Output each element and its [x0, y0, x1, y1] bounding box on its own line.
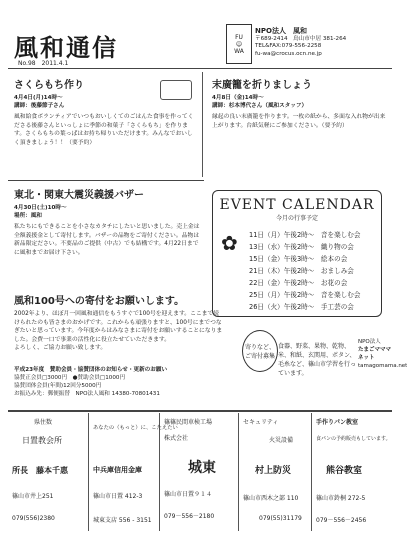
ad-line: 篠篠民間車検工場	[164, 419, 213, 426]
ad-line: 城東	[188, 460, 216, 476]
donation-text: 食器、野菜、果物、乾物、米、和紙、玄関用、ボタン、毛糸など、篠山市学習を行っています。	[278, 343, 357, 377]
ad-box	[160, 413, 239, 531]
issue-number: No.98 2011.4.1	[18, 60, 69, 67]
calendar-event: 13日（水）午後2時～ 織り物の会	[249, 243, 354, 251]
flower-icon: ✿	[221, 231, 238, 255]
ad-line: 手作りパン教室	[316, 419, 359, 426]
ad-line: 篠山市日置 412-3	[93, 493, 143, 500]
org-tel: TEL&FAX:079-556-2258	[255, 43, 322, 49]
header-divider	[8, 68, 392, 69]
npo-box	[358, 338, 407, 370]
org-logo	[226, 24, 252, 64]
membership-heading: 平成23年度 賛助会員・協賛団体のお知らせ・更新のお願い	[14, 367, 168, 373]
event-lecturer: 講師：杉本博代さん（風和スタッフ）	[212, 103, 308, 109]
ad-line: 079(556)2380	[12, 515, 55, 522]
ad-box	[239, 413, 312, 531]
calendar-event: 11日（月）午後2時～ 音を楽しむ会	[249, 231, 361, 239]
ad-line: 079－556－2456	[316, 517, 367, 524]
calendar-event: 15日（金）午後3時～ 絵本の会	[249, 255, 348, 263]
calendar-event: 26日（火）午後2時～ 手工芸の会	[249, 303, 354, 311]
section-bazaar	[14, 186, 200, 257]
calendar-event: 22日（金）午後2時～ お花の会	[249, 279, 348, 287]
event-datetime: 4月8日（金)14時～	[212, 95, 264, 101]
donation-bubble: 寄りなど、ご寄付募集	[242, 330, 278, 372]
section-text: 2002年より、ほぼ月一回風和通信をもうすぐで100号を迎えます。ここまで続けられたのも皆さまのおかげです。これからも頑張りますと、100号にまでつなぎたいと思っています。今年度からはみなさまに寄付をお願いすることになりました。会費一口で事業の活性化に役立たせていただきます。	[14, 311, 223, 343]
section-note: よろしく、ご協力お願い致します。	[14, 345, 107, 351]
event-datetime: 4月4日(月)14時～	[14, 95, 63, 101]
ad-line: 篠山市井上251	[12, 493, 54, 500]
logo-top-text: FU	[235, 33, 243, 41]
ad-line: 篠山市日置９１４	[164, 491, 213, 498]
calendar-event: 21日（木）午後2時～ おましみ会	[249, 267, 354, 275]
npo-label: NPO法人	[358, 339, 381, 345]
ad-line: 村上防災	[255, 466, 292, 476]
section-heading: 末廣籠を折りましょう	[212, 80, 312, 91]
ad-box	[8, 413, 89, 531]
org-name: NPO法人 風和	[255, 27, 307, 35]
ad-line: 所長 藤本千惠	[12, 466, 68, 475]
newsletter-title: 風和通信	[14, 33, 118, 62]
column-divider	[202, 72, 203, 177]
ad-line: 篠山市鈴桐 272-5	[316, 495, 366, 502]
tea-icon	[160, 80, 192, 100]
section-membership	[14, 366, 234, 398]
org-email: fu-wa@crocus.ocn.ne.jp	[255, 50, 322, 57]
ads-top-border	[8, 410, 392, 412]
membership-fee-2: 協賛団体会員(年間)12回分5000円	[14, 383, 102, 389]
face-icon: ☺	[235, 40, 243, 48]
ad-line: 熊谷教室	[326, 466, 363, 476]
event-place: 場所：風和	[14, 213, 42, 219]
section-text: 風和給食ボランティアでいつもおいしくてのごはんた食事を作ってくださる後藤さんといっしょに季節の和菓子「さくらもち」を作ります。さくらもちの葉っぱはお持ち帰りいただけます。みんなでおいしく頂きましょう！！（要予約）	[14, 114, 194, 146]
npo-site: tamagomama.net	[358, 363, 407, 369]
ad-line: 火災設備	[269, 437, 294, 444]
section-divider	[8, 180, 204, 181]
org-info	[255, 28, 395, 58]
ad-box	[312, 413, 392, 531]
membership-fee-1: 協賛正会員□3000円 ●賛助会員□1000円	[14, 375, 126, 381]
ad-line: あなたの（もっと）に、こたえたい	[93, 425, 178, 431]
org-postal: 〒689-2414 鳥山市中居 381-264	[255, 35, 347, 42]
section-text: 私たちにもできることを小さなカタチにしたいと思いました。売上金は全額義援金として寄付します。バザーの品物をご寄付ください。品物は新品限定ださい。不要品のご提供（中古）でも結構です。4月22日までに風和までお届け下さい。	[14, 224, 200, 256]
section-fundraiser	[14, 292, 224, 353]
section-heading: 風和100号への寄付をお願いします。	[14, 296, 185, 307]
ad-line: 日置教会所	[22, 436, 62, 445]
section-heading: さくらもち作り	[14, 80, 84, 91]
ad-line: 県住数	[34, 419, 53, 426]
ad-line: 城東支店 556 - 3151	[93, 517, 152, 524]
logo-bottom-text: WA	[234, 47, 244, 55]
ad-line: 079－556－2180	[164, 513, 215, 520]
section-origami	[212, 76, 390, 130]
ad-line: 079(55)31179	[259, 515, 302, 522]
section-text: 縁起の良い末廣籠を作ります。一枚の紙から、多面な入れ物が出来上がります。台紙気軽にご参加ください。（要予約）	[212, 114, 386, 129]
event-datetime: 4月30日(土)10時～	[14, 205, 67, 211]
ad-line: 株式会社	[164, 435, 189, 442]
ad-line: 食パンの予約販売もしています。	[316, 436, 391, 442]
ad-line: 篠山市西木之部 110	[243, 495, 299, 502]
event-calendar	[212, 190, 382, 317]
ad-line: セキュリティ	[243, 419, 279, 426]
event-lecturer: 講師：後藤節子さん	[14, 103, 65, 109]
membership-payment: お振込み先：郵便振替 NPO法人風和 14380-70801431	[14, 391, 160, 397]
calendar-subtitle: 今月の行事予定	[275, 215, 318, 222]
npo-name: たまごマママネット	[358, 347, 392, 361]
calendar-event: 25日（月）午後2時～ 音を楽しむ会	[249, 291, 361, 299]
calendar-title: EVENT CALENDAR	[219, 197, 375, 213]
section-heading: 東北・関東大震災義援バザー	[14, 190, 144, 201]
ad-line: 中兵庫信用金庫	[93, 466, 142, 474]
